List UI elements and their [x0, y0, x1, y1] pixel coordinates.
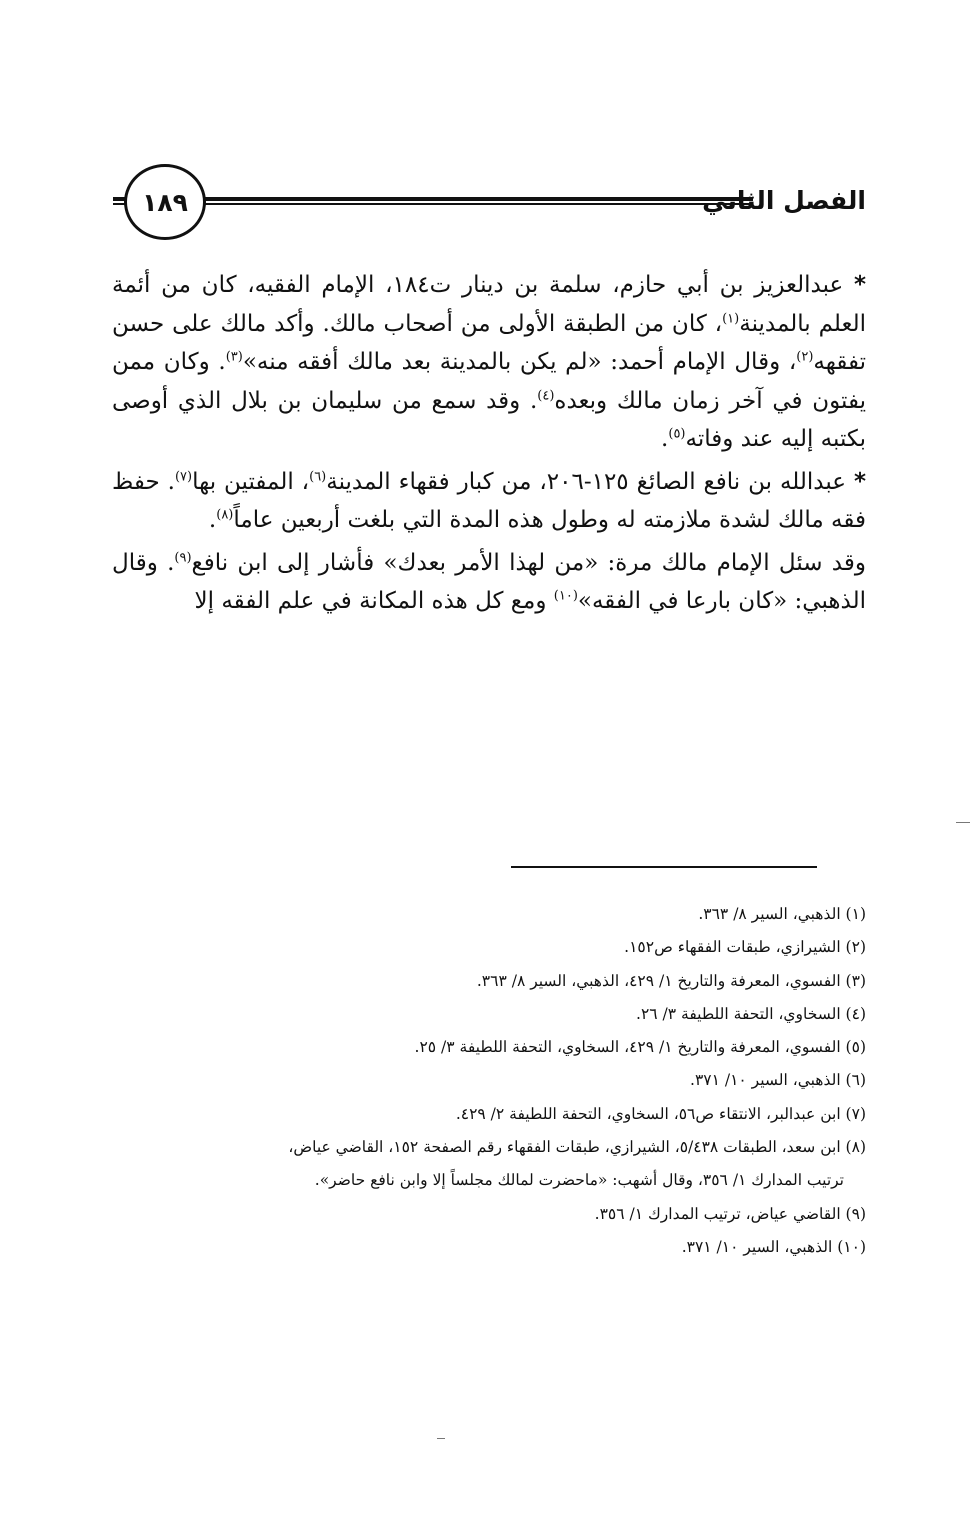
footnote-ref[interactable]: (٣): [225, 349, 243, 365]
paragraph-text: ، المفتين بها: [192, 468, 310, 495]
footnote-3: (٣) الفسوي، المعرفة والتاريخ ١/ ٤٢٩، الذهبي، السير ٨/ ٣٦٣.: [476, 971, 866, 990]
paragraph-text: ، كان من الطبقة الأولى من أصحاب مالك. وأكد مالك على حسن تفقهه: [112, 310, 867, 375]
footnote-1: (١) الذهبي، السير ٨/ ٣٦٣.: [698, 905, 866, 923]
footnote-ref[interactable]: (١): [722, 310, 740, 326]
paragraph-text: . وقال الذهبي: «كان بارعا في الفقه»: [112, 549, 866, 614]
footnote-7: (٧) ابن عبدالبر، الانتقاء ص٥٦، السخاوي، التحفة اللطيفة ٢/ ٤٢٩.: [455, 1104, 866, 1123]
paragraph-text: وقد سئل الإمام مالك مرة: «من لهذا الأمر بعدك» فأشار إلى ابن نافع: [191, 549, 866, 576]
footnote-ref[interactable]: (١٠): [553, 588, 578, 604]
footnote-2: (٢) الشيرازي، طبقات الفقهاء ص١٥٢.: [624, 938, 866, 957]
paragraph-text: . حفظ فقه مالك لشدة ملازمته له وطول هذه المدة التي بلغت أربعين عاماً: [112, 468, 866, 533]
paragraph-text: ومع كل هذه المكانة في علم الفقه إلا: [194, 588, 554, 614]
paragraph-text: .: [208, 507, 217, 533]
paragraph-text: . وكان ممن يفتون في آخر زمان مالك وبعده: [112, 349, 866, 414]
chapter-title: الفصل الثاني: [702, 186, 866, 215]
paragraph-text: .: [661, 426, 669, 452]
footnote-ref[interactable]: (٥): [668, 426, 686, 442]
footnote-5: (٥) الفسوي، المعرفة والتاريخ ١/ ٤٢٩، السخاوي، التحفة اللطيفة ٣/ ٢٥.: [414, 1038, 866, 1057]
page-number: ١٨٩: [142, 187, 188, 217]
footnote-ref[interactable]: (٢): [796, 349, 814, 365]
footnote-ref[interactable]: (٨): [216, 507, 234, 523]
paragraph-ibn-abi-hazim: [112, 266, 866, 459]
paragraph-text: عبدالعزيز بن أبي حازم، سلمة بن دينار ت١٨٤، الإمام الفقيه، كان من أئمة العلم بالمدينة: [112, 272, 866, 337]
bottom-mark: [437, 1438, 445, 1439]
footnote-9: (٩) القاضي عياض، ترتيب المدارك ١/ ٣٥٦.: [594, 1204, 866, 1223]
header-rule: [205, 197, 753, 205]
footnote-ref[interactable]: (٤): [537, 387, 555, 403]
footnote-ref[interactable]: (٧): [174, 468, 193, 484]
paragraph-malik-question: [112, 544, 866, 621]
margin-mark: [956, 822, 970, 823]
footnote-10: (١٠) الذهبي، السير ١٠/ ٣٧١.: [681, 1237, 866, 1256]
footnote-8-continuation: ترتيب المدارك ١/ ٣٥٦، وقال أشهب: «ماحضرت لمالك مجلساً إلا وابن نافع حاضر».: [314, 1171, 844, 1190]
footnote-ref[interactable]: (٩): [174, 549, 192, 565]
footnote-8: (٨) ابن سعد، الطبقات ٥/٤٣٨، الشيرازي، طبقات الفقهاء رقم الصفحة ١٥٢، القاضي عياض،: [288, 1138, 866, 1157]
footnote-separator: [511, 866, 817, 868]
page-number-badge: [124, 164, 206, 240]
footnote-6: (٦) الذهبي، السير ١٠/ ٣٧١.: [690, 1071, 866, 1090]
paragraph-ibn-nafi: [112, 463, 866, 540]
paragraph-text: . وقد سمع من سليمان بن بلال الذي أوصى بكتبه إليه عند وفاته: [112, 387, 866, 452]
footnote-ref[interactable]: (٦): [309, 468, 327, 484]
bullet-star: *: [853, 272, 866, 298]
footnote-4: (٤) السخاوي، التحفة اللطيفة ٣/ ٢٦.: [636, 1004, 866, 1023]
paragraph-text: عبدالله بن نافع الصائغ ١٢٥-٢٠٦، من كبار فقهاء المدينة: [326, 468, 847, 495]
footnotes: [106, 898, 866, 1264]
main-text: [112, 266, 866, 621]
bullet-star: *: [853, 468, 866, 495]
paragraph-text: ، وقال الإمام أحمد: «لم يكن بالمدينة بعد مالك أفقه منه»: [242, 349, 797, 375]
